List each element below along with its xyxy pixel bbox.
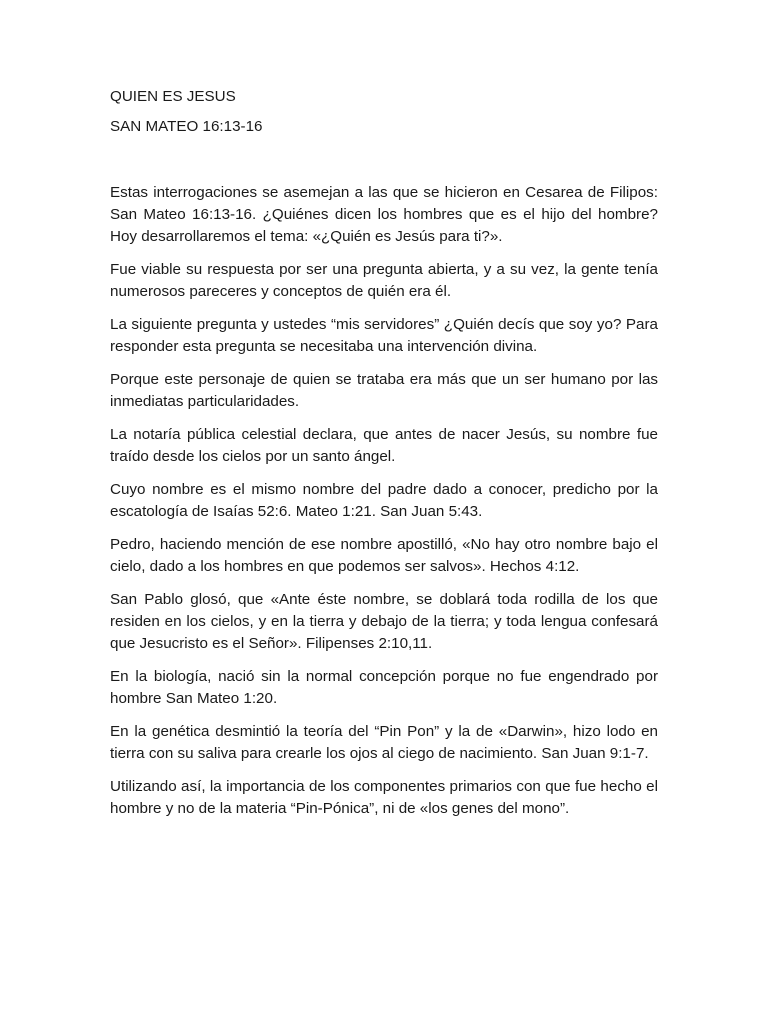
paragraph: San Pablo glosó, que «Ante éste nombre, se doblará toda rodilla de los que residen en los cielos, y en la tierra y debajo de la tierra; y toda lengua confesará que Jesucristo es el Señor». Filipenses 2:10,11. (110, 591, 658, 652)
paragraph: Cuyo nombre es el mismo nombre del padre dado a conocer, predicho por la escatología de Isaías 52:6. Mateo 1:21. San Juan 5:43. (110, 481, 658, 520)
paragraph: En la genética desmintió la teoría del “Pin Pon” y la de «Darwin», hizo lodo en tierra con su saliva para crearle los ojos al ciego de nacimiento. San Juan 9:1-7. (110, 723, 658, 762)
paragraph: Utilizando así, la importancia de los componentes primarios con que fue hecho el hombre y no de la materia “Pin-Pónica”, ni de «los genes del mono”. (110, 778, 658, 817)
document-title: QUIEN ES JESUS (110, 88, 236, 105)
paragraph: Fue viable su respuesta por ser una pregunta abierta, y a su vez, la gente tenía numerosos pareceres y conceptos de quién era él. (110, 261, 658, 300)
paragraph: En la biología, nació sin la normal concepción porque no fue engendrado por hombre San Mateo 1:20. (110, 668, 658, 707)
paragraph: Pedro, haciendo mención de ese nombre apostilló, «No hay otro nombre bajo el cielo, dado a los hombres en que podemos ser salvos». Hechos 4:12. (110, 536, 658, 575)
paragraph: Estas interrogaciones se asemejan a las que se hicieron en Cesarea de Filipos: San Mateo 16:13-16. ¿Quiénes dicen los hombres que es el hijo del hombre? Hoy desarrollaremos el tema: «¿Quién es Jesús para ti?». (110, 184, 658, 245)
document-page (110, 86, 658, 831)
paragraph: La notaría pública celestial declara, que antes de nacer Jesús, su nombre fue traído desde los cielos por un santo ángel. (110, 426, 658, 465)
paragraph: La siguiente pregunta y ustedes “mis servidores” ¿Quién decís que soy yo? Para responder esta pregunta se necesitaba una intervención divina. (110, 316, 658, 355)
paragraph: Porque este personaje de quien se trataba era más que un ser humano por las inmediatas particularidades. (110, 371, 658, 410)
document-subtitle: SAN MATEO 16:13-16 (110, 118, 263, 135)
